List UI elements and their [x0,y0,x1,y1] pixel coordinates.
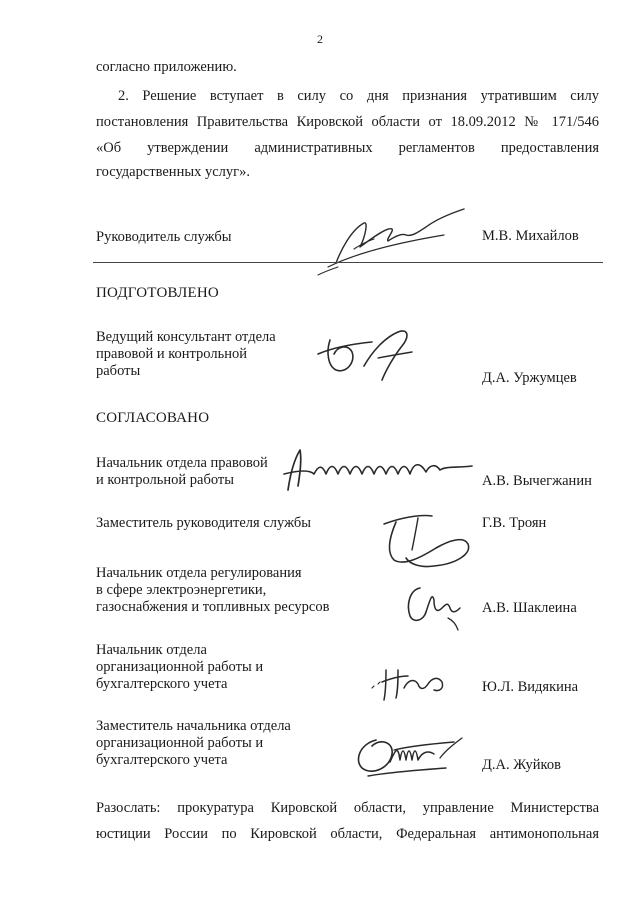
agreed-name-2: Г.В. Троян [482,515,547,531]
agreed-name-4: Ю.Л. Видякина [482,679,579,695]
agreed-name-1: А.В. Вычегжанин [482,473,592,489]
agreed-heading: СОГЛАСОВАНО [96,410,210,426]
agreed-position-line: газоснабжения и топливных ресурсов [96,599,330,615]
agreed-position-line: Начальник отдела [96,642,207,658]
prepared-position-line: работы [96,363,141,379]
agreed-position-line: Начальник отдела регулирования [96,565,302,581]
agreed-signature-3-image [400,578,470,633]
paragraph-2-line-4: государственных услуг». [96,164,250,180]
agreed-position-5 [96,718,291,769]
head-position: Руководитель службы [96,229,232,245]
paragraph-2-line-2: постановления Правительства Кировской области от 18.09.2012 № 171/546 [96,114,599,130]
paragraph-2-line-1: 2. Решение вступает в силу со дня признания утратившим силу [118,88,599,104]
horizontal-rule [93,262,603,263]
agreed-position-2 [96,515,311,532]
prepared-position-line: правовой и контрольной [96,346,247,362]
paragraph-2-line-3: «Об утверждении административных регламентов предоставления [96,140,599,156]
agreed-position-line: Заместитель руководителя службы [96,515,312,531]
agreed-position-line: и контрольной работы [96,472,234,488]
body-line-continue: согласно приложению. [96,59,237,75]
agreed-position-line: Заместитель начальника отдела [96,718,291,734]
agreed-position-line: организационной работы и [96,735,264,751]
distribution-line-2: юстиции России по Кировской области, Федеральная антимонопольная [96,826,599,842]
agreed-name-5: Д.А. Жуйков [482,757,561,773]
agreed-signature-5-image [350,728,475,783]
prepared-heading: ПОДГОТОВЛЕНО [96,285,219,301]
distribution-line-1: Разослать: прокуратура Кировской области, управление Министерства [96,800,599,816]
head-name: М.В. Михайлов [482,228,579,244]
page-number: 2 [317,32,323,46]
agreed-position-line: в сфере электроэнергетики, [96,582,267,598]
agreed-position-3 [96,565,329,616]
agreed-position-line: бухгалтерского учета [96,752,228,768]
agreed-name-3: А.В. Шаклеина [482,600,577,616]
agreed-signature-2-image [370,500,480,575]
agreed-position-line: организационной работы и [96,659,264,675]
prepared-position [96,329,276,380]
agreed-position-line: бухгалтерского учета [96,676,228,692]
agreed-signature-1-image [280,440,480,500]
agreed-signature-4-image [368,660,458,705]
prepared-position-line: Ведущий консультант отдела [96,329,276,345]
head-signature-image [316,205,476,280]
agreed-position-1 [96,455,268,489]
agreed-position-4 [96,642,263,693]
prepared-name: Д.А. Уржумцев [482,370,577,386]
agreed-position-line: Начальник отдела правовой [96,455,268,471]
prepared-signature-image [312,318,427,393]
